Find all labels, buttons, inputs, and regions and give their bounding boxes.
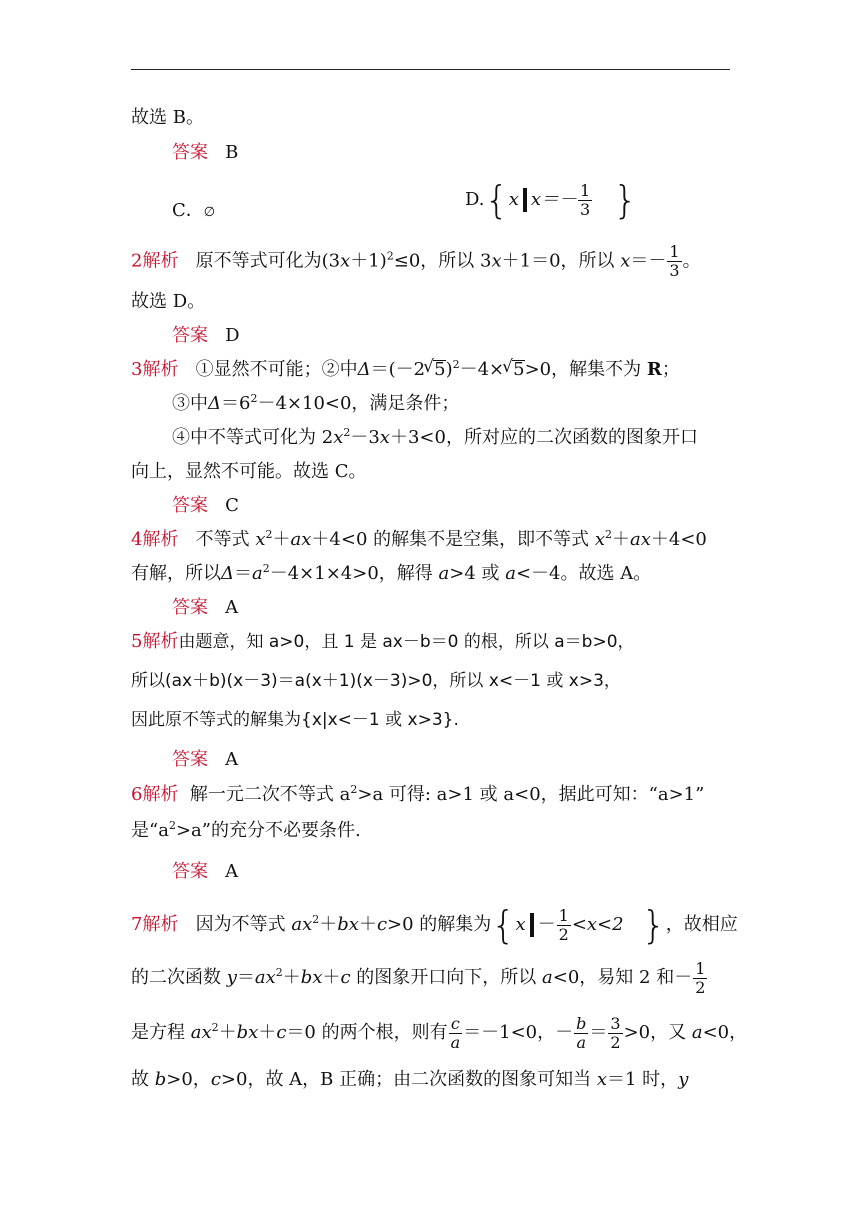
q3-line-2: ③中$\Delta=6^2-4\times 10<0$，满足条件； xyxy=(172,392,460,414)
answer-label: 答案 xyxy=(172,861,208,882)
answer-5 xyxy=(172,748,238,772)
question-number: 6 xyxy=(131,784,143,805)
answer-value: A xyxy=(225,597,239,618)
answer-4 xyxy=(172,596,238,620)
answer-label: 答案 xyxy=(172,325,208,346)
option-d-label: D. xyxy=(465,189,485,210)
q5-line-3: 因此原不等式的解集为{x|x<－1 或 x>3}. xyxy=(131,710,459,730)
answer-6 xyxy=(172,860,238,884)
fraction: $\frac{1}{2}$ xyxy=(695,958,706,997)
q2-line-2: 故选 D。 xyxy=(131,291,206,312)
answer-value: A xyxy=(225,749,239,770)
fraction: $\frac{b}{a}$ xyxy=(576,1013,587,1052)
answer-2 xyxy=(172,324,240,348)
analysis-label: 解析 xyxy=(142,914,179,935)
set-bar xyxy=(523,188,527,212)
answer-label: 答案 xyxy=(172,749,208,770)
q3-line-3: ④中不等式可化为 $2x^2-3x+3<0$，所对应的二次函数的图象开口 xyxy=(172,426,698,448)
set-variable: x xyxy=(515,914,526,935)
answer-value: A xyxy=(225,861,239,882)
answer-value: B xyxy=(225,142,239,163)
answer-1 xyxy=(172,141,238,165)
fraction: $\frac{1}{3}$ xyxy=(669,242,680,280)
sqrt: √ 5 xyxy=(512,360,524,379)
option-c-label: C． xyxy=(172,200,204,221)
fraction: $\frac{c}{a}$ xyxy=(450,1013,461,1052)
option-d xyxy=(465,178,637,222)
fraction: $\frac{1}{3}$ xyxy=(580,180,591,219)
answer-label: 答案 xyxy=(172,495,208,516)
q7-line-4: 故 b>0，c>0，故 A，B 正确；由二次函数的图象可知当 x＝1 时，y xyxy=(131,1069,689,1090)
right-brace: } xyxy=(641,903,666,947)
analysis-label: 解析 xyxy=(142,631,179,652)
intro-line xyxy=(131,106,204,130)
intro-text: 故选 B。 xyxy=(131,107,204,128)
fraction: $\frac{3}{2}$ xyxy=(610,1013,621,1052)
q7-line-3: 是方程 $ax^2+bx+c=0$ 的两个根，则有 $\frac{c}{a}$ ＝－1<0，－ $\frac{b}{a}$ ＝ $\frac{3}{2}$ >0，又 a<0， xyxy=(131,1013,748,1052)
analysis-label: 解析 xyxy=(142,784,179,805)
q4-line-1: 4解析 不等式 $x^2+ax+4<0$ 的解集不是空集，即不等式 $x^2+ax+4<0$ xyxy=(131,528,707,550)
q7-line-2: 的二次函数 $y=ax^2+bx+c$ 的图象开口向下，所以 a<0，易知 2 和－ $\frac{1}{2}$ xyxy=(131,958,706,997)
answer-label: 答案 xyxy=(172,142,208,163)
q5-line-2: 所以(ax＋b)(x－3)＝a(x＋1)(x－3)>0，所以 x<－1 或 x>3， xyxy=(131,671,621,691)
analysis-label: 解析 xyxy=(142,250,179,272)
q3-line-4: 向上，显然不可能。故选 C。 xyxy=(131,461,367,482)
sqrt: √ 5 xyxy=(433,360,445,379)
set-condition: x＝－ xyxy=(530,189,578,210)
q2-line-1: 2解析 原不等式可化为$(3x+1)^2\le 0$，所以 3x＋1＝0，所以 x＝－ $\frac{1}{3}$ 。 xyxy=(131,242,701,280)
empty-set-symbol: ∅ xyxy=(203,205,216,220)
option-c xyxy=(172,199,215,225)
fraction: $\frac{1}{2}$ xyxy=(558,905,569,944)
q4-line-2: 有解，所以$\Delta=a^2-4\times 1\times 4>0$，解得 a>4 或 a<－4。故选 A。 xyxy=(131,562,652,584)
answer-label: 答案 xyxy=(172,597,208,618)
q3-line-1: 3解析 ①显然不可能；②中Δ＝(－2√ 5)$^2$－4×√ 5>0，解集不为 R； xyxy=(131,358,680,382)
question-number: 7 xyxy=(131,914,143,935)
question-number: 5 xyxy=(131,631,143,652)
question-number: 3 xyxy=(131,359,143,380)
q5-line-1: 5解析由题意，知 a>0，且 1 是 ax－b＝0 的根，所以 a＝b>0， xyxy=(131,631,635,652)
q7-line-1: 7解析 因为不等式 $ax^2+bx+c>0$ 的解集为{x － $\frac{1}{2}$ <x<2 }，故相应 xyxy=(131,903,738,947)
header-rule xyxy=(131,69,730,70)
analysis-label: 解析 xyxy=(142,359,179,380)
set-bar xyxy=(530,913,534,937)
right-brace: } xyxy=(613,178,638,222)
left-brace: { xyxy=(484,178,509,222)
left-brace: { xyxy=(491,903,516,947)
set-variable: x xyxy=(508,189,519,210)
answer-value: D xyxy=(225,325,240,346)
analysis-label: 解析 xyxy=(142,529,179,550)
answer-3 xyxy=(172,494,239,518)
answer-value: C xyxy=(225,495,239,516)
q6-line-2: 是“$a^2>a$”的充分不必要条件. xyxy=(131,819,361,841)
question-number: 4 xyxy=(131,529,143,550)
question-number: 2 xyxy=(131,250,143,272)
q6-line-1: 6解析 解一元二次不等式 $a^2>a$ 可得: a>1 或 a<0，据此可知：“a>1” xyxy=(131,783,705,805)
